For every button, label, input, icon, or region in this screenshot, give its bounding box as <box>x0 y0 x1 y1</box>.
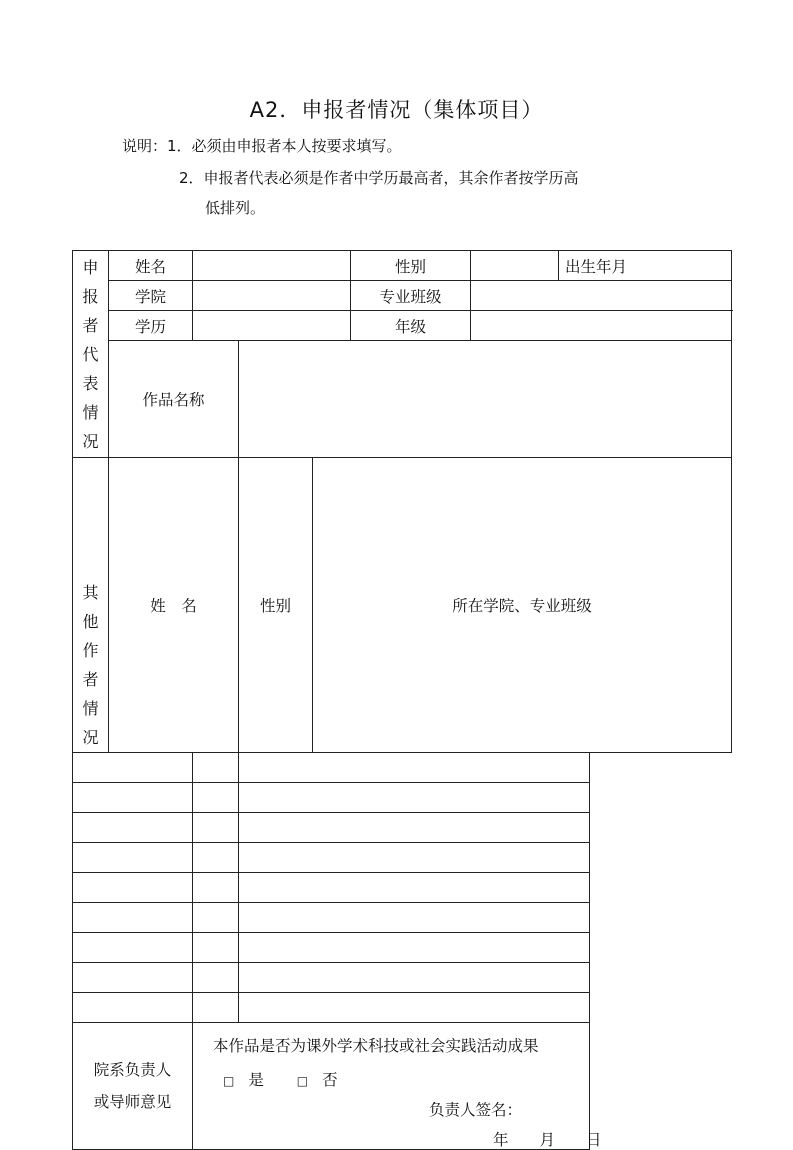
author-gender-cell[interactable] <box>193 993 239 1023</box>
other-char: 他 <box>82 612 99 631</box>
author-name-cell[interactable] <box>73 753 193 783</box>
input-work-name[interactable] <box>239 341 732 458</box>
author-row <box>73 873 732 903</box>
date-month: 月 <box>539 1130 555 1149</box>
opinion-label-line-2: 或导师意见 <box>93 1093 172 1111</box>
checkbox-no-icon[interactable]: □ <box>296 1073 309 1088</box>
rep-char: 申 <box>82 257 99 277</box>
opinion-label <box>73 1023 193 1150</box>
author-gender-cell[interactable] <box>193 903 239 933</box>
author-gender-cell[interactable] <box>193 963 239 993</box>
author-college-major-cell[interactable] <box>239 963 590 993</box>
date-line <box>493 1128 601 1150</box>
input-education[interactable] <box>193 311 351 341</box>
author-name-cell[interactable] <box>73 783 193 813</box>
other-char: 情 <box>82 699 99 718</box>
author-college-major-cell[interactable] <box>239 933 590 963</box>
header-name: 姓 名 <box>109 458 239 753</box>
other-char: 作 <box>82 641 99 660</box>
author-gender-cell[interactable] <box>193 843 239 873</box>
note-line-3: 低排列。 <box>205 199 266 217</box>
rep-char: 报 <box>82 286 99 306</box>
label-education: 学历 <box>109 311 193 341</box>
author-row <box>73 783 732 813</box>
rep-char: 情 <box>82 402 99 422</box>
author-gender-cell[interactable] <box>193 783 239 813</box>
option-no-label: 否 <box>322 1070 338 1089</box>
representative-section-label <box>73 251 109 458</box>
input-college[interactable] <box>193 281 351 311</box>
signature-label: 负责人签名： <box>429 1100 523 1119</box>
note-line-1: 说明：1．必须由申报者本人按要求填写。 <box>122 137 402 155</box>
author-row <box>73 843 732 873</box>
note-line-2: 2．申报者代表必须是作者中学历最高者，其余作者按学历高 <box>179 169 579 187</box>
author-name-cell[interactable] <box>73 873 193 903</box>
author-row <box>73 993 732 1023</box>
input-name[interactable] <box>193 251 351 281</box>
author-college-major-cell[interactable] <box>239 783 590 813</box>
author-college-major-cell[interactable] <box>239 993 590 1023</box>
label-college: 学院 <box>109 281 193 311</box>
rep-char: 代 <box>82 344 99 364</box>
input-grade[interactable] <box>471 311 732 341</box>
option-yes[interactable] <box>223 1071 278 1089</box>
author-name-cell[interactable] <box>73 993 193 1023</box>
page-title: A2．申报者情况（集体项目） <box>249 98 544 122</box>
rep-char: 表 <box>82 373 99 393</box>
label-work-name: 作品名称 <box>109 341 239 458</box>
date-year: 年 <box>493 1130 509 1149</box>
author-name-cell[interactable] <box>73 843 193 873</box>
author-college-major-cell[interactable] <box>239 903 590 933</box>
author-gender-cell[interactable] <box>193 753 239 783</box>
option-yes-label: 是 <box>248 1070 264 1089</box>
applicant-form-table <box>72 250 732 1150</box>
label-name: 姓名 <box>109 251 193 281</box>
input-gender[interactable] <box>471 251 559 281</box>
rep-char: 者 <box>82 315 99 335</box>
label-major-class: 专业班级 <box>351 281 471 311</box>
author-row <box>73 963 732 993</box>
author-row <box>73 753 732 783</box>
input-major-class[interactable] <box>471 281 732 311</box>
other-char: 其 <box>82 583 99 602</box>
other-char: 者 <box>82 670 99 689</box>
author-gender-cell[interactable] <box>193 873 239 903</box>
author-college-major-cell[interactable] <box>239 843 590 873</box>
opinion-label-line-1: 院系负责人 <box>93 1061 172 1079</box>
author-college-major-cell[interactable] <box>239 753 590 783</box>
header-gender: 性别 <box>239 458 313 753</box>
author-name-cell[interactable] <box>73 903 193 933</box>
author-gender-cell[interactable] <box>193 813 239 843</box>
label-birth: 出生年月 <box>559 251 732 281</box>
author-college-major-cell[interactable] <box>239 873 590 903</box>
other-char: 况 <box>82 728 99 747</box>
author-college-major-cell[interactable] <box>239 813 590 843</box>
author-name-cell[interactable] <box>73 933 193 963</box>
option-no[interactable] <box>297 1071 352 1089</box>
rep-char: 况 <box>82 431 99 451</box>
label-grade: 年级 <box>351 311 471 341</box>
date-day: 日 <box>585 1130 602 1149</box>
other-authors-section-label <box>73 458 109 753</box>
opinion-question: 本作品是否为课外学术科技或社会实践活动成果 <box>213 1036 539 1055</box>
checkbox-yes-icon[interactable]: □ <box>223 1073 235 1088</box>
author-name-cell[interactable] <box>73 963 193 993</box>
author-name-cell[interactable] <box>73 813 193 843</box>
opinion-content <box>193 1023 602 1150</box>
header-college-major: 所在学院、专业班级 <box>313 458 732 753</box>
author-row <box>73 903 732 933</box>
author-row <box>73 813 732 843</box>
author-row <box>73 933 732 963</box>
label-gender: 性别 <box>351 251 471 281</box>
author-gender-cell[interactable] <box>193 933 239 963</box>
